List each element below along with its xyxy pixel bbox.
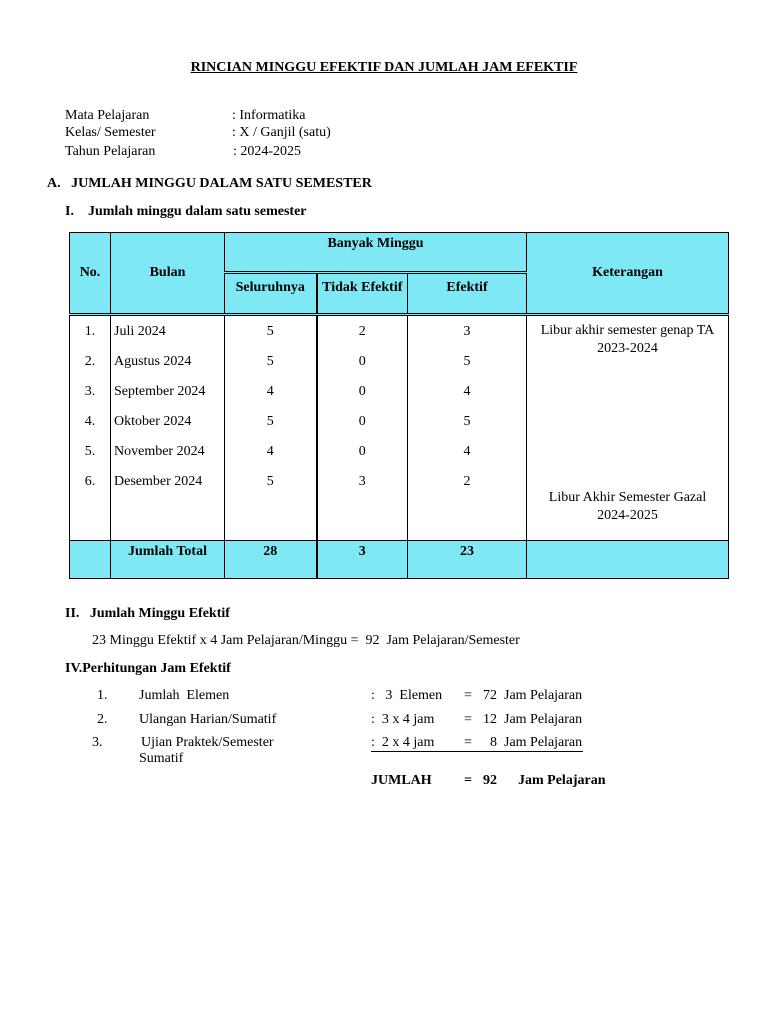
row-efektif: 3 bbox=[463, 324, 471, 339]
row-bulan: November 2024 bbox=[114, 444, 205, 459]
row-no: 1. bbox=[84, 324, 96, 339]
header-banyak-minggu: Banyak Minggu bbox=[225, 233, 527, 273]
calc-label: Ujian Praktek/Semester bbox=[141, 735, 274, 750]
row-tidak-efektif: 0 bbox=[358, 444, 366, 459]
total-tidak-efektif: 3 bbox=[317, 541, 408, 579]
row-seluruhnya: 5 bbox=[266, 414, 274, 429]
header-tidak-efektif: Tidak Efektif bbox=[317, 273, 408, 315]
col-seluruhnya bbox=[225, 315, 317, 541]
row-seluruhnya: 5 bbox=[266, 354, 274, 369]
calc-label: Jumlah Elemen bbox=[139, 688, 230, 703]
info-label-tahun: Tahun Pelajaran bbox=[65, 144, 156, 159]
col-tidak-efektif bbox=[317, 315, 408, 541]
calc-no: 3. bbox=[92, 735, 103, 750]
document-title: RINCIAN MINGGU EFEKTIF DAN JUMLAH JAM EFEKTIF bbox=[190, 60, 578, 75]
row-no: 4. bbox=[84, 414, 96, 429]
row-seluruhnya: 4 bbox=[266, 444, 274, 459]
row-efektif: 2 bbox=[463, 474, 471, 489]
row-seluruhnya: 5 bbox=[266, 324, 274, 339]
section-a-heading: A. JUMLAH MINGGU DALAM SATU SEMESTER bbox=[47, 176, 372, 191]
col-bulan bbox=[111, 315, 225, 541]
row-no: 3. bbox=[84, 384, 96, 399]
total-efektif: 23 bbox=[408, 541, 527, 579]
row-efektif: 4 bbox=[463, 384, 471, 399]
row-efektif: 5 bbox=[463, 414, 471, 429]
keterangan-2-line-2: 2024-2025 bbox=[597, 508, 658, 523]
row-efektif: 4 bbox=[463, 444, 471, 459]
row-bulan: Juli 2024 bbox=[114, 324, 166, 339]
info-value-kelas: : X / Ganjil (satu) bbox=[232, 125, 331, 140]
row-tidak-efektif: 0 bbox=[358, 414, 366, 429]
calc-value: 12 Jam Pelajaran bbox=[483, 712, 583, 727]
row-bulan: Desember 2024 bbox=[114, 474, 203, 489]
total-label: Jumlah Total bbox=[111, 541, 225, 579]
row-tidak-efektif: 0 bbox=[358, 354, 366, 369]
total-keterangan-cell bbox=[527, 541, 729, 579]
header-no: No. bbox=[70, 233, 111, 315]
calc-no: 1. bbox=[97, 688, 108, 703]
row-seluruhnya: 5 bbox=[266, 474, 274, 489]
jumlah-value: 92 bbox=[483, 773, 497, 788]
calc-value: 8 Jam Pelajaran bbox=[490, 735, 583, 750]
weeks-table bbox=[69, 232, 729, 579]
row-no: 5. bbox=[84, 444, 96, 459]
header-bulan: Bulan bbox=[111, 233, 225, 315]
jumlah-unit: Jam Pelajaran bbox=[518, 773, 606, 788]
row-bulan: Oktober 2024 bbox=[114, 414, 192, 429]
keterangan-2-line-1: Libur Akhir Semester Gazal bbox=[548, 490, 707, 505]
col-keterangan bbox=[527, 315, 729, 541]
calc-eq: = bbox=[464, 688, 472, 703]
col-no bbox=[70, 315, 111, 541]
total-no-cell bbox=[70, 541, 111, 579]
calc-label: Ulangan Harian/Sumatif bbox=[139, 712, 277, 727]
section-i-heading: I. Jumlah minggu dalam satu semester bbox=[65, 204, 307, 219]
row-bulan: September 2024 bbox=[114, 384, 206, 399]
calc-expr: : 2 x 4 jam bbox=[371, 735, 435, 750]
row-no: 2. bbox=[84, 354, 96, 369]
keterangan-1-line-2: 2023-2024 bbox=[597, 341, 658, 356]
info-label-kelas: Kelas/ Semester bbox=[65, 125, 156, 140]
row-efektif: 5 bbox=[463, 354, 471, 369]
row-bulan: Agustus 2024 bbox=[114, 354, 192, 369]
calc-value: 72 Jam Pelajaran bbox=[483, 688, 583, 703]
row-seluruhnya: 4 bbox=[266, 384, 274, 399]
row-tidak-efektif: 2 bbox=[358, 324, 366, 339]
calc-eq: = bbox=[464, 712, 472, 727]
col-efektif bbox=[408, 315, 527, 541]
calc-expr: : 3 Elemen bbox=[371, 688, 443, 703]
header-seluruhnya: Seluruhnya bbox=[225, 273, 317, 315]
calc-label-continued: Sumatif bbox=[139, 751, 184, 766]
jumlah-eq: = bbox=[464, 773, 472, 788]
header-keterangan: Keterangan bbox=[527, 233, 729, 315]
calc-eq: = bbox=[464, 735, 472, 750]
row-tidak-efektif: 0 bbox=[358, 384, 366, 399]
calc-no: 2. bbox=[97, 712, 108, 727]
info-value-tahun: : 2024-2025 bbox=[233, 144, 302, 159]
jumlah-label: JUMLAH bbox=[371, 773, 432, 788]
effective-weeks-line: 23 Minggu Efektif x 4 Jam Pelajaran/Minggu = 92 Jam Pelajaran/Semester bbox=[92, 633, 520, 648]
section-ii-heading: II. Jumlah Minggu Efektif bbox=[65, 606, 230, 621]
row-no: 6. bbox=[84, 474, 96, 489]
header-efektif: Efektif bbox=[408, 273, 527, 315]
calc-expr: : 3 x 4 jam bbox=[371, 712, 435, 727]
section-iv-heading: IV.Perhitungan Jam Efektif bbox=[65, 661, 231, 676]
row-tidak-efektif: 3 bbox=[358, 474, 366, 489]
info-value-mapel: : Informatika bbox=[232, 108, 306, 123]
total-seluruhnya: 28 bbox=[225, 541, 317, 579]
keterangan-1-line-1: Libur akhir semester genap TA bbox=[540, 323, 715, 338]
info-label-mapel: Mata Pelajaran bbox=[65, 108, 150, 123]
